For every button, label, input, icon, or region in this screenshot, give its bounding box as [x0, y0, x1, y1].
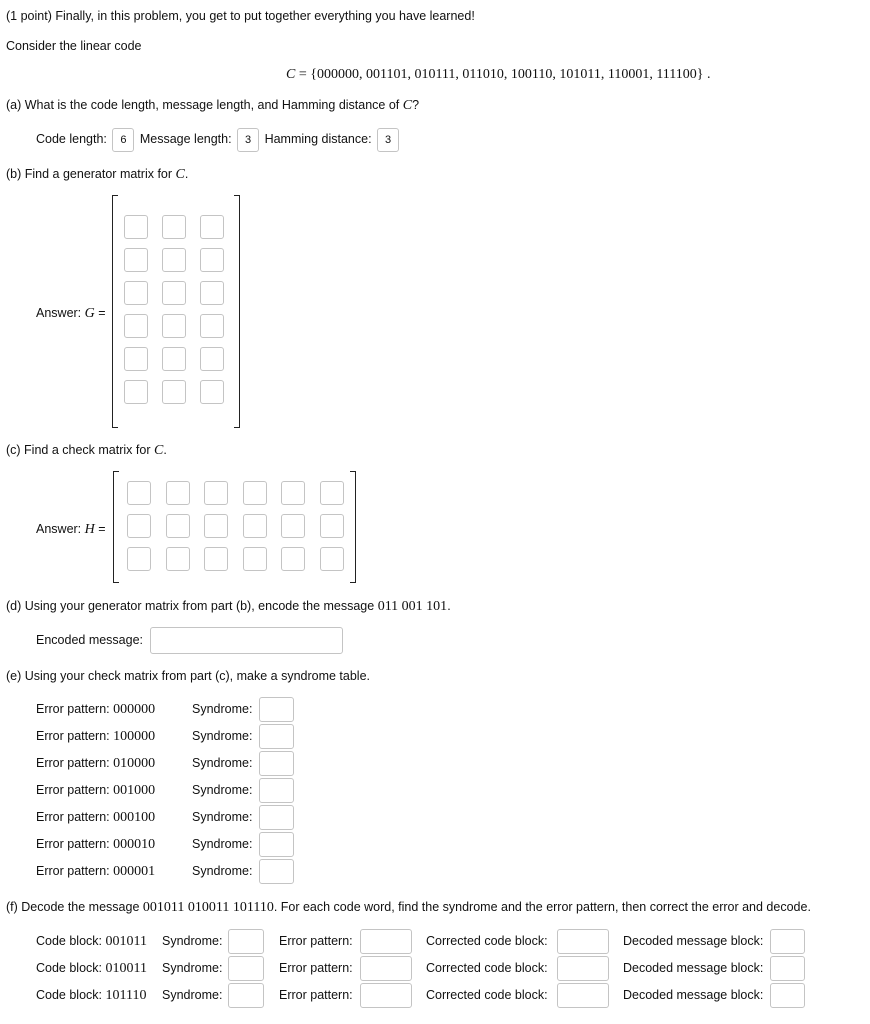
code-block-label [36, 988, 146, 1004]
check-matrix-cell[interactable] [127, 514, 151, 538]
syndrome-input[interactable] [228, 983, 264, 1008]
error-pattern-value: 000100 [113, 810, 156, 825]
generator-matrix-cell[interactable] [124, 248, 148, 272]
syndrome-input[interactable] [228, 956, 264, 981]
part-e-question: (e) Using your check matrix from part (c), make a syndrome table. [6, 669, 371, 683]
check-matrix-cell[interactable] [320, 514, 344, 538]
check-matrix-cell[interactable] [243, 547, 267, 571]
message-length-input[interactable]: 3 [237, 128, 259, 152]
generator-matrix-label: Answer: G = [36, 306, 106, 321]
syndrome-label: Syndrome: [192, 837, 253, 851]
syndrome-label: Syndrome: [192, 783, 253, 797]
error-pattern-value: 100000 [113, 729, 156, 744]
syndrome-input[interactable] [259, 697, 294, 722]
error-pattern-text: Error pattern: [36, 864, 114, 878]
generator-matrix-cell[interactable] [124, 347, 148, 371]
generator-matrix-left-bracket [112, 195, 118, 428]
syndrome-label: Syndrome: [162, 934, 223, 948]
code-block-value: 101110 [105, 988, 147, 1003]
check-matrix-cell[interactable] [204, 514, 228, 538]
syndrome-label: Syndrome: [192, 864, 253, 878]
error-pattern-value: 000001 [113, 864, 156, 879]
part-f-question: (f) Decode the message 001011 010011 101110. For each code word, find the syndrome and the error pattern, then correct the error and decode. [6, 900, 811, 915]
generator-matrix-right-bracket [234, 195, 240, 428]
error-pattern-value: 000010 [113, 837, 156, 852]
code-block-label [36, 961, 147, 977]
part-d-question: (d) Using your generator matrix from part (b), encode the message 011 001 101. [6, 599, 451, 614]
code-definition [286, 67, 710, 83]
consider-text: Consider the linear code [6, 39, 142, 53]
code-block-text: Code block: [36, 961, 106, 975]
error-pattern-text: Error pattern: [36, 702, 114, 716]
generator-matrix-cell[interactable] [200, 347, 224, 371]
check-matrix-left-bracket [113, 471, 119, 583]
hamming-distance-label: Hamming distance: [264, 132, 372, 146]
check-matrix-cell[interactable] [127, 481, 151, 505]
decoded-message-block-label: Decoded message block: [623, 934, 764, 948]
syndrome-label: Syndrome: [162, 961, 223, 975]
generator-matrix-cell[interactable] [200, 314, 224, 338]
check-matrix-cell[interactable] [243, 514, 267, 538]
error-pattern-input[interactable] [360, 956, 412, 981]
check-matrix-cell[interactable] [204, 547, 228, 571]
decoded-message-block-label: Decoded message block: [623, 988, 764, 1002]
decoded-message-block-input[interactable] [770, 929, 805, 954]
code-block-label [36, 934, 147, 950]
generator-matrix-cell[interactable] [200, 215, 224, 239]
generator-matrix-cell[interactable] [162, 215, 186, 239]
corrected-code-block-label: Corrected code block: [426, 961, 548, 975]
encoded-message-input[interactable] [150, 627, 343, 654]
intro-text: Finally, in this problem, you get to put together everything you have learned! [55, 9, 475, 23]
check-matrix-cell[interactable] [281, 547, 305, 571]
error-pattern-value: 001000 [113, 783, 156, 798]
check-matrix-cell[interactable] [166, 514, 190, 538]
corrected-code-block-label: Corrected code block: [426, 988, 548, 1002]
error-pattern-value: 010000 [113, 756, 156, 771]
generator-matrix-cell[interactable] [162, 314, 186, 338]
error-pattern-label [36, 702, 155, 718]
check-matrix-cell[interactable] [204, 481, 228, 505]
generator-matrix-cell[interactable] [162, 248, 186, 272]
error-pattern-label: Error pattern: [279, 988, 353, 1002]
syndrome-label: Syndrome: [162, 988, 223, 1002]
message-length-label: Message length: [139, 132, 232, 146]
syndrome-input[interactable] [259, 751, 294, 776]
corrected-code-block-label: Corrected code block: [426, 934, 548, 948]
check-matrix-cell[interactable] [320, 547, 344, 571]
decoded-message-block-label: Decoded message block: [623, 961, 764, 975]
error-pattern-label [36, 756, 155, 772]
syndrome-input[interactable] [259, 778, 294, 803]
code-block-value: 001011 [105, 934, 147, 949]
error-pattern-label [36, 729, 155, 745]
error-pattern-label [36, 783, 155, 799]
decoded-message-block-input[interactable] [770, 956, 805, 981]
problem-intro [6, 9, 475, 23]
corrected-code-block-input[interactable] [557, 929, 609, 954]
error-pattern-label: Error pattern: [279, 934, 353, 948]
generator-matrix-cell[interactable] [200, 380, 224, 404]
error-pattern-label [36, 810, 155, 826]
check-matrix-cell[interactable] [166, 547, 190, 571]
generator-matrix-cell[interactable] [200, 248, 224, 272]
part-b-question: (b) Find a generator matrix for C. [6, 167, 189, 182]
hamming-distance-input[interactable]: 3 [377, 128, 399, 152]
syndrome-label: Syndrome: [192, 702, 253, 716]
generator-matrix-cell[interactable] [124, 380, 148, 404]
code-block-value: 010011 [105, 961, 147, 976]
syndrome-input[interactable] [259, 724, 294, 749]
generator-matrix-cell[interactable] [124, 314, 148, 338]
error-pattern-text: Error pattern: [36, 729, 114, 743]
error-pattern-text: Error pattern: [36, 810, 114, 824]
encoded-message-label: Encoded message: [36, 633, 144, 647]
error-pattern-label [36, 864, 155, 880]
syndrome-input[interactable] [228, 929, 264, 954]
check-matrix-cell[interactable] [281, 514, 305, 538]
part-c-question: (c) Find a check matrix for C. [6, 443, 167, 458]
decoded-message-block-input[interactable] [770, 983, 805, 1008]
check-matrix-label: Answer: H = [36, 522, 106, 537]
syndrome-input[interactable] [259, 859, 294, 884]
error-pattern-label: Error pattern: [279, 961, 353, 975]
generator-matrix-cell[interactable] [124, 215, 148, 239]
check-matrix-cell[interactable] [127, 547, 151, 571]
generator-matrix-cell[interactable] [124, 281, 148, 305]
code-length-label: Code length: [36, 132, 107, 146]
generator-matrix-cell[interactable] [200, 281, 224, 305]
code-symbol: C [286, 67, 296, 82]
error-pattern-text: Error pattern: [36, 783, 114, 797]
error-pattern-text: Error pattern: [36, 756, 114, 770]
generator-matrix-cell[interactable] [162, 347, 186, 371]
code-block-text: Code block: [36, 988, 106, 1002]
code-set: = {000000, 001101, 010111, 011010, 100110, 101011, 110001, 111100} . [298, 67, 711, 82]
part-a-answers [36, 126, 401, 152]
error-pattern-label [36, 837, 155, 853]
corrected-code-block-input[interactable] [557, 983, 609, 1008]
syndrome-label: Syndrome: [192, 729, 253, 743]
syndrome-label: Syndrome: [192, 756, 253, 770]
syndrome-input[interactable] [259, 832, 294, 857]
check-matrix-cell[interactable] [281, 481, 305, 505]
check-matrix-cell[interactable] [243, 481, 267, 505]
points-label: (1 point) [6, 9, 52, 23]
corrected-code-block-input[interactable] [557, 956, 609, 981]
part-a-question: (a) What is the code length, message length, and Hamming distance of C? [6, 98, 420, 113]
check-matrix-right-bracket [350, 471, 356, 583]
generator-matrix-cell[interactable] [162, 380, 186, 404]
code-block-text: Code block: [36, 934, 106, 948]
error-pattern-input[interactable] [360, 983, 412, 1008]
error-pattern-text: Error pattern: [36, 837, 114, 851]
syndrome-input[interactable] [259, 805, 294, 830]
check-matrix-cell[interactable] [166, 481, 190, 505]
generator-matrix-cell[interactable] [162, 281, 186, 305]
error-pattern-input[interactable] [360, 929, 412, 954]
code-length-input[interactable]: 6 [112, 128, 134, 152]
error-pattern-value: 000000 [113, 702, 156, 717]
syndrome-label: Syndrome: [192, 810, 253, 824]
check-matrix-cell[interactable] [320, 481, 344, 505]
